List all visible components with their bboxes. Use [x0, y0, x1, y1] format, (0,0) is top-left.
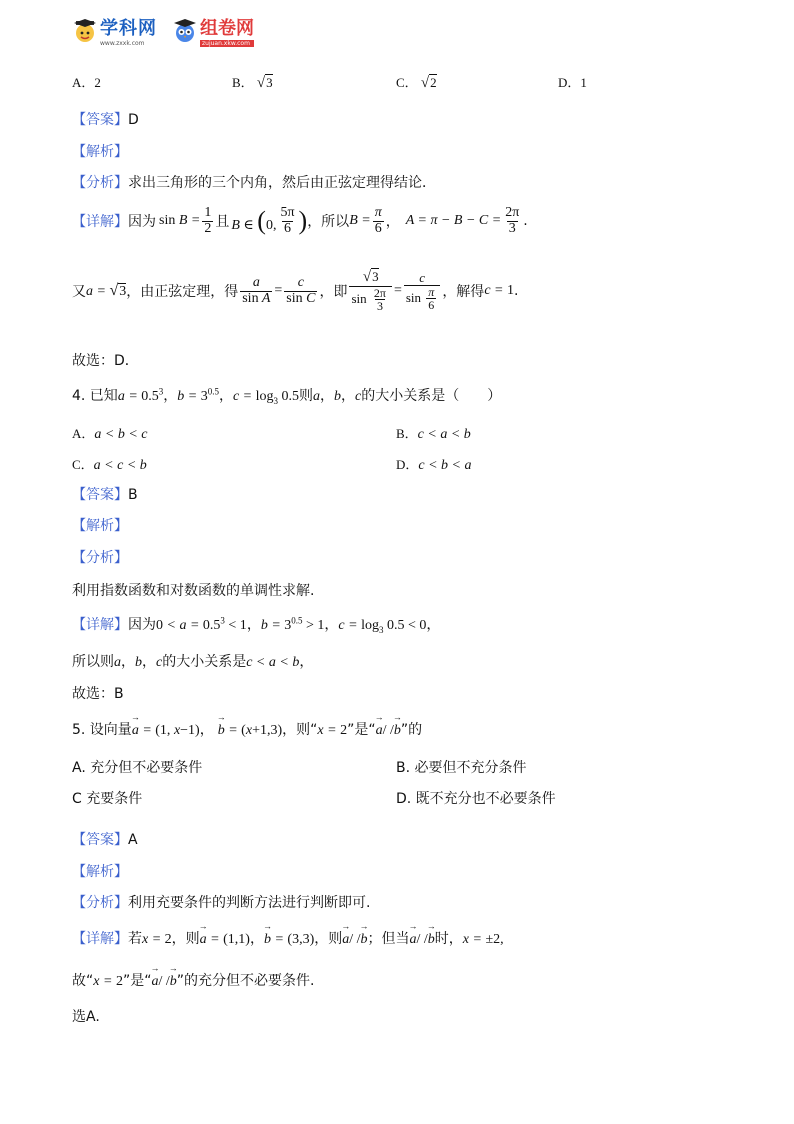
- fenxi-tag: 【分析】: [72, 895, 128, 911]
- xiangjie-tag: 【详解】: [72, 931, 128, 947]
- q5-option-a: A. 充分但不必要条件: [72, 760, 203, 776]
- xiangjie-text: ，则: [314, 931, 343, 947]
- xiangjie-text: 因为: [128, 214, 156, 231]
- xiangjie-tag: 【详解】: [72, 214, 128, 231]
- detail-text: 所以则: [72, 654, 114, 670]
- q5-answer: [72, 829, 138, 849]
- option-value: a < c < b: [93, 458, 147, 473]
- q4-option-b: [396, 423, 471, 443]
- q4-jiexi-tag: 【解析】: [72, 518, 128, 534]
- q5-option-d: D. 既不充分也不必要条件: [396, 791, 556, 807]
- q3-option-b-value: 3: [266, 75, 273, 90]
- xiangjie-text: ，: [385, 214, 400, 231]
- answer-value: D: [128, 112, 139, 128]
- q5-stem: 5. 设向量→ a = (1, x−1)，→ b = (x+1,3)，则“x = 2”是“→ a/ /→ b”的: [72, 719, 422, 739]
- q3-xiangjie-line2: 又 a = √3 ，由正弦定理，得 $\frac{a}{\text{sin A}}$ = $\frac{c}{\text{sin C}}$ ，即 √3 sin $\frac{2\pi}{3}$ = c sin $\frac{\pi}{6}$ ，解得 c = 1 .: [72, 269, 519, 314]
- owl-mascot-icon: [172, 18, 198, 44]
- q5-jiexi-tag: 【解析】: [72, 864, 128, 880]
- fenxi-text: 利用充要条件的判断方法进行判断即可.: [128, 895, 371, 911]
- student-mascot-icon: [72, 18, 98, 44]
- q4-option-d: [396, 454, 472, 474]
- option-label: A．: [72, 426, 95, 441]
- xiangjie-text: 若: [128, 931, 142, 947]
- q4-stem-prefix: 4. 已知: [72, 388, 118, 404]
- xiangjie-text: 且: [215, 214, 230, 231]
- q5-conclusion: 选A.: [72, 1009, 100, 1025]
- q3-fenxi: [72, 172, 436, 192]
- stem-text: 则: [299, 388, 314, 404]
- q3-jiexi-tag: 【解析】: [72, 144, 128, 160]
- detail-text: 的大小关系是: [162, 654, 247, 670]
- stem-text: ”的: [400, 722, 423, 738]
- q4-fenxi-tag: 【分析】: [72, 550, 128, 566]
- q3-option-c-label: C．: [396, 75, 418, 90]
- q3-option-a: A．2: [72, 75, 101, 90]
- xiangjie-text: 时，: [434, 931, 463, 947]
- detail-text: 故“: [72, 973, 94, 989]
- option-label: B．: [396, 426, 418, 441]
- xiangjie-text: ，: [249, 931, 264, 947]
- q4-stem: 4. 已知$a = 0.5^3$，$b = 3^{0.5}$，$c = \log_3 0.5$则a，b，c的大小关系是（ ）: [72, 386, 502, 406]
- answer-tag: 【答案】: [72, 112, 128, 128]
- q3-option-b: B． √3: [232, 75, 273, 91]
- option-value: c < a < b: [417, 427, 471, 442]
- option-value: a < b < c: [94, 427, 148, 442]
- zxxk-logo: [72, 14, 157, 47]
- q3-option-c: C． √2: [396, 75, 437, 91]
- q5-stem-prefix: 5. 设向量: [72, 722, 132, 738]
- detail-text: ”是“: [122, 973, 152, 989]
- q3-xiangjie-line1: 【详解】 因为 sin B = $\frac{1}{2}$ 且 B ∈ (0, $\frac{5\pi}{6}$ ) ，所以 B = $\frac{\pi}{6}$ ， A = π − B − C = $\frac{2\pi}{3}$ .: [72, 205, 528, 236]
- q5-xiangjie-line2: 故“x = 2”是“→ a/ /→ b”的充分但不必要条件.: [72, 970, 314, 990]
- stem-text: ，: [218, 388, 233, 404]
- q3-conclusion: 故选：D．: [72, 353, 139, 369]
- detail-text: ，由正弦定理，得: [126, 284, 239, 301]
- xiangjie-tag: 【详解】: [72, 617, 128, 633]
- q3-option-d: D．1: [558, 75, 587, 90]
- q5-option-c: C 充要条件: [72, 791, 143, 807]
- zxxk-logo-url: www.zxxk.com: [100, 40, 145, 47]
- stem-text: ，: [163, 388, 178, 404]
- q4-option-a: [72, 423, 148, 443]
- option-label: C．: [72, 457, 94, 472]
- zujuan-logo-text: 组卷网: [200, 18, 254, 39]
- answer-value: A: [128, 832, 138, 848]
- option-value: c < b < a: [418, 458, 472, 473]
- q3-option-b-label: B．: [232, 75, 254, 90]
- q4-fenxi-text: 利用指数函数和对数函数的单调性求解.: [72, 583, 315, 599]
- q3-answer: [72, 109, 139, 129]
- answer-value: B: [128, 487, 138, 503]
- stem-text: ，则“: [282, 722, 318, 738]
- detail-text: ，解得: [442, 284, 485, 301]
- fenxi-tag: 【分析】: [72, 175, 128, 191]
- stem-text: 的大小关系是（ ）: [361, 388, 502, 404]
- xiangjie-text: ，所以: [307, 214, 350, 231]
- answer-tag: 【答案】: [72, 832, 128, 848]
- detail-text: ，即: [319, 284, 348, 301]
- q4-xiangjie-line1: 【详解】因为$0 < a = 0.5^3 < 1$，$b = 3^{0.5} > 1$，$c = \log_3 0.5 < 0$，: [72, 615, 441, 635]
- q5-xiangjie-line1: 【详解】若x = 2，则→ a = (1,1)，→ b = (3,3)，则→ a/ /→ b；但当→ a/ /→ b时，x = ±2,: [72, 928, 504, 948]
- fenxi-text: 求出三角形的三个内角，然后由正弦定理得结论．: [128, 175, 436, 191]
- q5-option-b: B. 必要但不充分条件: [396, 760, 527, 776]
- option-label: D．: [396, 457, 419, 472]
- detail-text: 又: [72, 284, 86, 301]
- q5-fenxi: [72, 892, 370, 912]
- xiangjie-text: 因为: [128, 617, 156, 633]
- q4-option-c: [72, 454, 147, 474]
- q4-conclusion: 故选：B: [72, 686, 124, 702]
- answer-tag: 【答案】: [72, 487, 128, 503]
- stem-text: ”是“: [347, 722, 376, 738]
- q4-xiangjie-line2: 所以则a，b，c的大小关系是c < a < b，: [72, 654, 314, 670]
- detail-text: ”的充分但不必要条件.: [176, 973, 315, 989]
- zxxk-logo-text: 学科网: [100, 18, 157, 39]
- q4-answer: [72, 484, 138, 504]
- zujuan-logo-url: zujuan.xkw.com: [200, 40, 254, 47]
- xiangjie-text: ；但当: [367, 931, 410, 947]
- q3-option-c-value: 2: [430, 75, 437, 90]
- zujuan-logo: [172, 14, 254, 47]
- xiangjie-text: ，则: [171, 931, 200, 947]
